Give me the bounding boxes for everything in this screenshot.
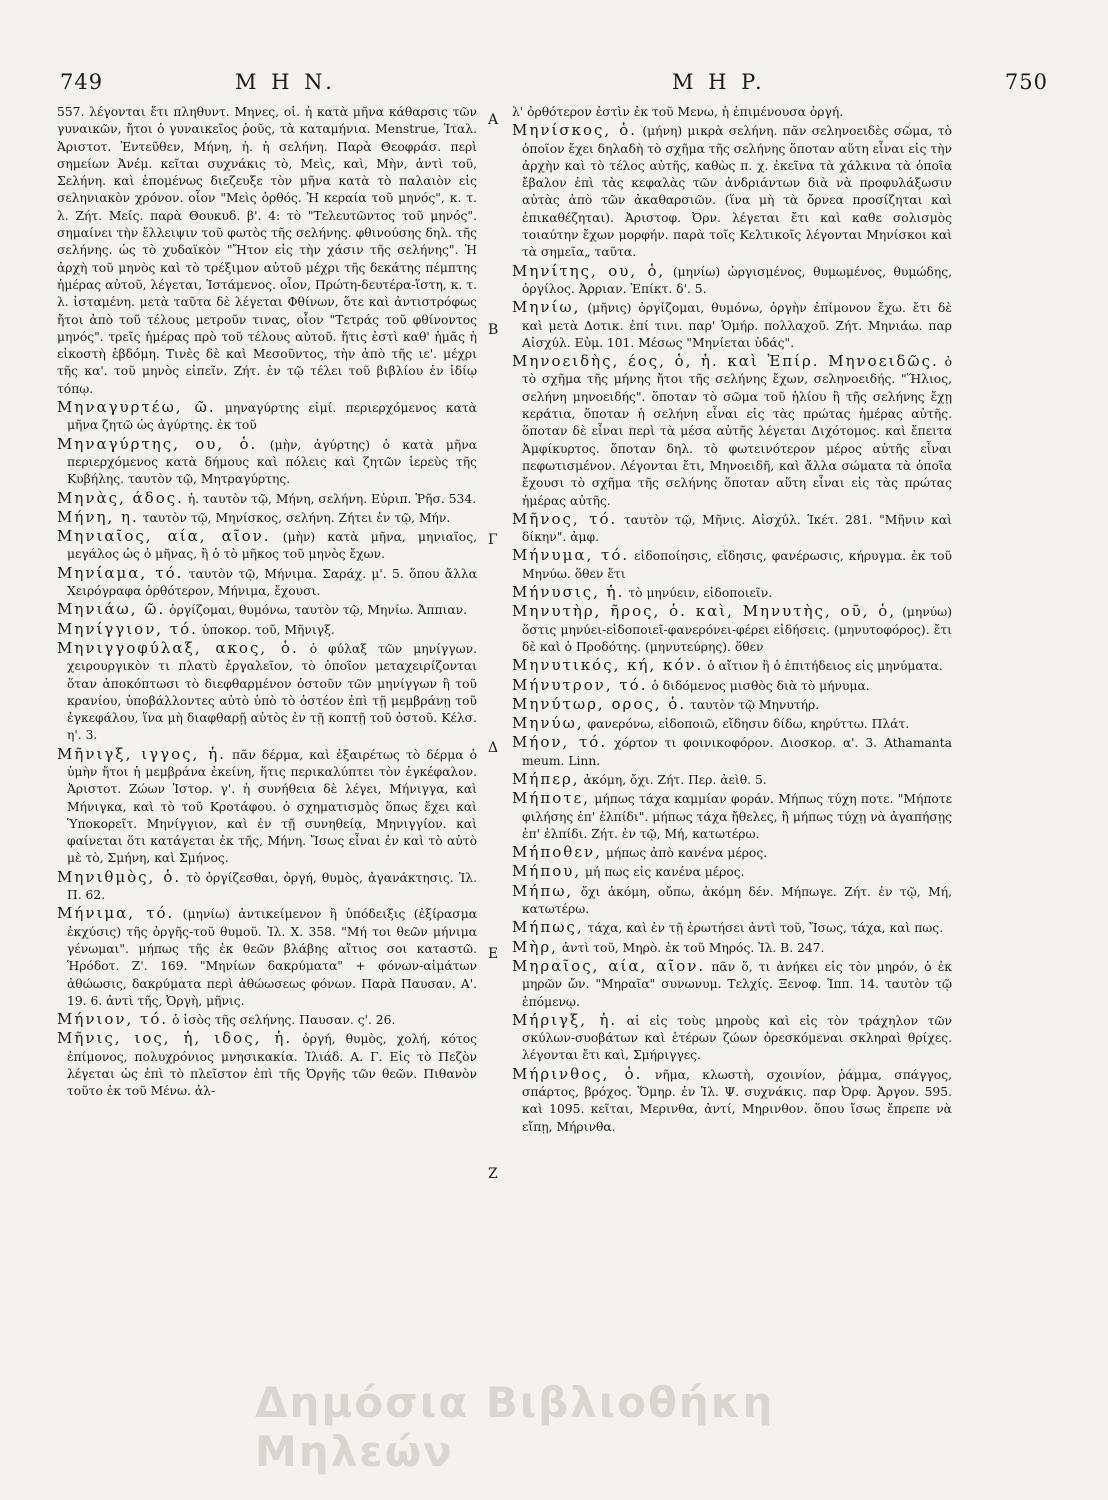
dictionary-entry [512, 263, 952, 299]
entry-text: ὁ αἴτιον ἢ ὁ ἐπιτήδειος εἰς μηνύματα. [707, 659, 943, 674]
section-letters [480, 104, 510, 1404]
dictionary-entry [512, 734, 952, 770]
dictionary-entry [512, 883, 952, 919]
entry-headword: Μηνίγγιον, τό. [57, 619, 198, 638]
entry-text: χόρτον τι φοινικοφόρον. Διοσκορ. α'. 3. Athamanta meum. Linn. [522, 736, 952, 768]
entry-text: μήπως τάχα καμμίαν φοράν. Μήπως τύχη ποτε. "Μήποτε φιλήσης ἐπ' ἐλπίδι". μήπως τάχα ἤθελες, ἢ μήπως τύχῃ νὰ ἀγαπήσῃς ἐπ' ἐλπίδι. Ζήτ. ἐν τῷ, Μή, κατωτέρω. [522, 792, 952, 841]
running-head-right: M H P. [672, 70, 766, 94]
entry-headword: Μηναγύρτης, ου, ὁ. [57, 434, 258, 453]
dictionary-entry [57, 621, 477, 639]
section-letter-z: Z [488, 1166, 498, 1182]
entry-text: ἀντὶ τοῦ, Μηρὸ. ἐκ τοῦ Μηρός. Ἰλ. Β. 247. [561, 940, 825, 955]
entry-text: ἀκόμη, ὄχι. Ζήτ. Περ. ἀεὶθ. 5. [583, 772, 767, 787]
dictionary-entry [57, 601, 477, 619]
dictionary-entry [57, 399, 477, 435]
entry-text: αἱ εἰς τοὺς μηροὺς καὶ εἰς τὸν τράχηλον τῶν σκύλων-συοβάτων καὶ ἑτέρων ζώων ὀρεσκόμεναι σκληραὶ θρίχες. λέγονται ἔτι καὶ, Σμήριγγες. [522, 1013, 952, 1063]
entry-text: ἡ. ταυτὸν τῷ, Μήνη, σελήνη. Εὐριπ. Ῥῆσ. 534. [187, 491, 477, 506]
entry-headword: Μηνιάω, ῶ. [57, 600, 166, 619]
entry-text: (μῆνις) ὀργίζομαι, θυμόνω, ὀργὴν ἐπίμονον ἔχω. ἔτι δὲ καὶ μετὰ Δοτικ. ἐπί τινι. παρ' Ὁμήρ. πολλαχοῦ. Ζήτ. Μηνιάω. παρ Αἰσχύλ. Εὐμ. 101. Μέσως "Μηνίεται ὑδάς". [522, 301, 952, 350]
section-letter-g: Γ [488, 532, 498, 548]
entry-headword: Μηνιγγοφύλαξ, ακος, ὁ. [57, 638, 299, 657]
entry-text: (μὴν) κατὰ μῆνα, μηνιαῖος, μεγάλος ὡς ὁ μῆνας, ἢ ὁ τὸ μῆκος τοῦ μηνὸς ἔχων. [67, 530, 477, 562]
dictionary-entry [512, 584, 952, 602]
entry-text: ταυτὸν τῷ, Μηνίσκος, σελήνη. Ζήτει ἐν τῷ, Μήν. [142, 510, 451, 525]
entry-text: τάχα, καὶ ἐν τῇ ἐρωτήσει ἀντὶ τοῦ, Ἴσως, τάχα, καὶ πως. [587, 921, 944, 936]
dictionary-entry [57, 905, 477, 1010]
dictionary-entry [512, 1012, 952, 1065]
dictionary-entry [57, 746, 477, 868]
dictionary-entry [57, 1011, 477, 1029]
entry-headword: Μηνιαῖος, αία, αῖον. [57, 527, 271, 546]
entry-headword: Μήρινθος, ὁ. [512, 1064, 643, 1083]
entry-text: πᾶν δέρμα, καὶ ἐξαιρέτως τὸ δέρμα ὁ ὑμὴν ἤτοι ἡ μεμβράνα ἐκείνη, ἥτις περικαλύπτει τὸν ἐγκέφαλον. Ἀριστοτ. Ζώων Ἱστορ. γ'. ἡ συνήθεια δὲ λέγει, Μήνιγγα, καὶ Μήνιγκα, καὶ τὸ τοῦ Κροτάφου. ὁ σχηματισμὸς ὅπως ἔχει καὶ Ὑποκορεῖτ. Μηνίγγιον, καὶ ἐν τῇ συνηθείᾳ, Μηνιγγίον. καὶ φαίνεται ὅτι κατάγεται ἐκ τῆς, Μήνη. Ἴσως εἶναι ἐν καὶ τὸ αὐτὸ μὲ τὸ, Σμήνη, καὶ Σμήνος. [67, 747, 477, 866]
dictionary-entry [57, 565, 477, 601]
section-letter-b: B [488, 322, 499, 338]
left-column [57, 104, 477, 1400]
dictionary-entry [512, 657, 952, 675]
dictionary-entry [512, 677, 952, 695]
entry-headword: Μῆνος, τό. [512, 509, 618, 528]
entry-headword: Μήνη, η. [57, 507, 139, 526]
entry-headword: Μήνιον, τό. [57, 1010, 169, 1029]
entry-headword: Μήπως, [512, 918, 584, 937]
dictionary-entry [512, 299, 952, 352]
entry-headword: Μηνυτὴρ, ῆρος, ὁ. καὶ, Μηνυτὴς, οῦ, ὁ, [512, 602, 897, 621]
dictionary-entry [512, 104, 952, 121]
entry-text: τὸ ὀργίζεσθαι, ὀργή, θυμὸς, ἀγανάκτησις. Ἰλ. Π. 62. [67, 870, 477, 903]
entry-headword: Μήον, τό. [512, 733, 608, 752]
dictionary-entry [512, 696, 952, 714]
dictionary-entry [512, 771, 952, 789]
entry-text: ταυτὸν τῷ, Μήνιμα. Σαράχ. μ'. 5. ὅπου ἄλλα Χειρόγραφα ὀρθότερον, Μήνιμα, ἔχουσι. [67, 566, 477, 599]
section-letter-e: E [488, 946, 499, 962]
entry-text: (μηνίω) ὠργισμένος, θυμωμένος, θυμώδης, ὀργίλος. Ἀρριαν. Ἐπίκτ. δ'. 5. [522, 264, 952, 296]
entry-headword: Μηναγυρτέω, ῶ. [57, 398, 216, 417]
entry-headword: Μήνυτρον, τό. [512, 675, 648, 694]
entry-headword: Μηνύω, [512, 714, 584, 733]
entry-text: μηναγύρτης εἰμί. περιερχόμενος κατὰ μῆνα ζητῶ ὡς ἀγύρτης. ἐκ τοῦ [67, 401, 477, 433]
dictionary-entry [512, 547, 952, 583]
entry-headword: Μήριγξ, ἡ. [512, 1010, 618, 1029]
right-column [512, 104, 952, 1400]
dictionary-entry [512, 511, 952, 547]
section-letter-a: A [488, 112, 499, 128]
entry-text: ταυτὸν τῷ Μηνυτήρ. [690, 697, 820, 712]
entry-headword: Μηραῖος, αία, αῖον. [512, 956, 706, 975]
entry-text: ὀργή, θυμὸς, χολή, κότος ἐπίμονος, πολυχρόνιος μνησικακία. Ἰλιάδ. Α. Γ. Εἰς τὸ Πεζὸν λέγεται ὡς ἐπὶ τὸ πλεῖστον ἐπὶ τῆς Ὀργῆς τῶν θεῶν. Πιθανὸν τοῦτο ἐκ τοῦ Μένω. ἀλ- [67, 1032, 477, 1099]
entry-headword: Μήνυσις, ἡ. [512, 583, 625, 602]
dictionary-entry [512, 1066, 952, 1136]
entry-headword: Μηνιθμὸς, ὁ. [57, 867, 182, 886]
entry-text: ὁ ἰσὸς τῆς σελήνης. Παυσαν. ς'. 26. [172, 1013, 396, 1028]
entry-text: (μηνύω) ὅστις μηνύει-εἰδοποιεῖ-φανερόνει-φέρει εἰδήσεις. (μηνυτοφόρος). ἔτι δὲ καὶ ὁ Προδότης. (μηνυτεύρης). ὅθεν [522, 605, 952, 654]
entry-headword: Μῆνιγξ, ιγγος, ἡ. [57, 744, 226, 763]
entry-headword: Μήνυμα, τό. [512, 546, 630, 565]
dictionary-entry [57, 509, 477, 527]
entry-headword: Μηνίσκος, ὁ. [512, 121, 638, 140]
dictionary-entry [57, 640, 477, 745]
entry-headword: Μήπω, [512, 881, 574, 900]
dictionary-entry [57, 1030, 477, 1100]
dictionary-entry [512, 603, 952, 656]
library-watermark: Δημόσια Βιβλιοθήκη Μηλεών [255, 1378, 775, 1476]
dictionary-entry [57, 869, 477, 905]
dictionary-entry [512, 715, 952, 733]
entry-text: ταυτὸν τῷ, Μῆνις. Αἰσχύλ. Ἱκέτ. 281. "Μῆνιν καὶ δίκην". ἀμφ. [522, 512, 952, 545]
dictionary-entry [512, 919, 952, 937]
dictionary-entry [512, 939, 952, 957]
entry-headword: Μηνίω, [512, 298, 581, 317]
entry-headword: Μηνίαμα, τό. [57, 563, 184, 582]
entry-text: εἰδοποίησις, εἴδησις, φανέρωσις, κήρυγμα. ἐκ τοῦ Μηνύω. ὅθεν ἔτι [522, 549, 952, 581]
entry-text: πᾶν ὅ, τι ἀνήκει εἰς τὸν μηρόν, ὁ ἐκ μηρῶν ὤν. "Μηραῖα" συνωνυμ. Τελχίς. Ξενοφ. Ἱππ. 14. ταυτὸν τῷ ἑπόμενῳ. [522, 959, 952, 1009]
dictionary-entry [57, 104, 477, 398]
page-number-left: 749 [60, 70, 104, 94]
entry-text: (μήνη) μικρὰ σελήνη. πᾶν σεληνοειδὲς σῶμα, τὸ ὁποῖον ἔχει δηλαδὴ τὸ σχῆμα τῆς σελήνης ὅποταν αὕτη εἶναι εἰς τὴν ἀρχὴν καὶ τὸ τέλος αὐτῆς, καθὼς π. χ. ἐκεῖνα τὰ χάλκινα τὰ ὁποῖα ἔβαλον ἐπὶ τὰς κεφαλὰς τῶν ἀνδριάντων διὰ νὰ προφυλάξωσιν αὐτὰς ἀπὸ τῶν ἀκαθαρσιῶν. (ἵνα μὴ τὰ ὄρνεα προσίζηται καὶ ἐπικαθέζηται). Ἀριστοφ. Ὀρν. λέγεται ἔτι καὶ καθε σολισμὸς τοιαύτην ἔχων μορφήν. παρὰ τοῖς Κελτικοῖς λέγονται Μηνίσκοι καὶ τὰ σημεῖα„ ταῦτα. [522, 124, 952, 260]
entry-text: ὁ διδόμενος μισθὸς διὰ τὸ μήνυμα. [651, 678, 870, 693]
dictionary-entry [512, 844, 952, 862]
entry-headword: Μήπερ, [512, 769, 580, 788]
page-number-right: 750 [1004, 70, 1048, 94]
entry-text: (μηνίω) ἀντικείμενον ἢ ὑπόδειξις (ἐξίρασμα ἐκχύσις) τῆς ὀργῆς-τοῦ θυμοῦ. Ἰλ. Χ. 358. "Μή τοι θεῶν μήνιμα γένωμαι". μήπως τῆς ἐκ θεῶν βλάβης αἴτιος σοι καταστῶ. Ἡρόδοτ. Ζ'. 169. "Μηνίων δακρύματα" + φόνων-αἱμάτων ἀθώωσις, δακρύματα περὶ ἀθώωσεως φόνων. Παρὰ Παυσαν. Α'. 19. 6. ἀντὶ τῆς, Ὀργὴ, μῆνις. [67, 907, 477, 1008]
dictionary-entry [512, 958, 952, 1011]
entry-text: ὁ φύλαξ τῶν μηνίγγων. χειρουργικὸν τι πλατὺ ἐργαλεῖον, τὸ ὁποῖον μεταχειρίζονται ὅταν ἀποκόπτωσι τὸ διεφθαρμένον ὀστοῦν τῶν μηνίγγων ἢ τοῦ κρανίου, ὑποβάλλοντες αὐτὸ ὑπὸ τὸ ὀστέον ἐπὶ τῇ μεμβράνῃ τοῦ ἐγκεφάλου, ἵνα μὴ διαφθαρῇ αὐτὸς ἐν τῇ κοπτῇ τοῦ ὀστοῦ. Κέλσ. η'. 3. [67, 641, 477, 743]
entry-text: (μὴν, ἀγύρτης) ὁ κατὰ μῆνα περιερχόμενος κατὰ δήμους καὶ πόλεις καὶ ζητῶν ἱερεὺς τῆς Κυβήλης. ταυτὸν τῷ, Μητραγύρτης. [67, 437, 477, 487]
dictionary-entry [512, 122, 952, 261]
running-head-left: M H N. [235, 70, 336, 94]
dictionary-entry [512, 353, 952, 510]
entry-text: ὀργίζομαι, θυμόνω, ταυτὸν τῷ, Μηνίω. Ἀππιαν. [169, 603, 468, 618]
entry-headword: Μηνύτωρ, ορος, ὁ. [512, 694, 687, 713]
entry-headword: Μῆνις, ιος, ἡ, ιδος, ἡ. [57, 1029, 293, 1048]
dictionary-entry [57, 528, 477, 564]
entry-text: λ' ὀρθότερον ἐστὶν ἐκ τοῦ Μενω, ἡ ἐπιμένουσα ὀργή. [512, 105, 844, 119]
entry-text: νῆμα, κλωστὴ, σχοινίον, ῥάμμα, σπάγγος, σπάρτος, βρόχος. Ὅμηρ. ἐν Ἰλ. Ψ. συχνάκις. παρ Ὀρφ. Ἀργον. 595. καὶ 1095. κεῖται, Μερινθα, ἀντί, Μηρινθον. ὅπου ἴσως ἔπρεπε νὰ εἴπῃ, Μήρινθα. [522, 1067, 952, 1134]
dictionary-entry [57, 436, 477, 489]
dictionary-entry [57, 490, 477, 508]
entry-headword: Μήπου, [512, 862, 582, 881]
entry-headword: Μήνιμα, τό. [57, 904, 175, 923]
section-letter-d: Δ [488, 740, 499, 756]
dictionary-entry [512, 790, 952, 843]
entry-headword: Μηνοειδὴς, έος, ὁ, ἡ. καὶ Ἐπίρ. Μηνοειδῶς. [512, 352, 939, 371]
entry-text: μή πως εἰς κανένα μέρος. [585, 865, 745, 880]
entry-headword: Μηνὰς, άδος. [57, 488, 184, 507]
entry-headword: Μηνυτικός, κή, κόν. [512, 656, 704, 675]
entry-text: τὸ μηνύειν, εἰδοποιεῖν. [628, 586, 773, 601]
entry-headword: Μήποθεν, [512, 843, 602, 862]
entry-text: ὁ τὸ σχῆμα τῆς μήνης ἤτοι τῆς σελήνης ἔχων, σεληνοειδής. "Ἥλιος, σελήνη μηνοειδής". ὅποταν τὸ σῶμα τοῦ ἡλίου ἢ τῆς σελήνης ἔχῃ κεράτια, ὅποταν ἡ σελήνη εἶναι εἰς τὰς πρώτας ἡμέρας αὐτῆς. ὅποταν δὲ εἶναι περὶ τὰ μέσα αὐτῆς λέγεται Διχότομος. καὶ ἔπειτα Ἀμφίκυρτος. ὅποταν δηλ. τὸ φωτεινότερον μέρος αὐτῆς εἶναι πεφωτισμένον. Λέγονται ἔτι, Μηνοειδῆ, καὶ ἄλλα σώματα τὰ ὁποῖα ἔχουσι τὸ σχῆμα τῆς σελήνης ὅποταν αὕτη εἶναι εἰς τὰς πρώτας ἡμέρας αὐτῆς. [522, 355, 952, 508]
entry-text: ὄχι ἀκόμη, οὔπω, ἀκόμη δέν. Μήπωγε. Ζήτ. ἐν τῷ, Μή, κατωτέρω. [522, 884, 952, 917]
entry-text: ὑποκορ. τοῦ, Μῆνιγξ. [201, 622, 335, 637]
page-header [60, 70, 1048, 100]
entry-text: μήπως ἀπὸ κανένα μέρος. [605, 846, 768, 861]
entry-headword: Μήποτε, [512, 789, 591, 808]
entry-headword: Μηνίτης, ου, ὁ, [512, 261, 666, 280]
dictionary-entry [512, 863, 952, 881]
entry-text: φανερόνω, εἰδοποιῶ, εἴδησιν δίδω, κηρύττω. Πλάτ. [587, 717, 910, 732]
entry-text: 557. λέγονται ἔτι πληθυντ. Μηνες, οἱ. ἡ κατὰ μῆνα κάθαρσις τῶν γυναικῶν, ἤτοι ὁ γυναικεῖος ῥοῦς, τὰ καταμήνια. Menstrue, Ἰταλ. Ἀριστοτ. Ἐντεῦθεν, Μήνη, ἡ. ἡ σελήνη. Παρὰ Θεοφράσ. περὶ σημείων Ἀνέμ. κεῖται συχνάκις τὸ, Μεὶς, καὶ, Μὴν, ἀντὶ τοῦ, Σελήνη. καὶ ἑπομένως διεζευξε τὸν μῆνα κατὰ τὸ παλαιὸν εἰς σεληνιακὸν χρόνον. οἷον "Μεὶς ὀρθός. Ἡ κεραία τοῦ μηνός", κ. τ. λ. Ζήτ. Μείς. παρὰ Θουκυδ. β'. 4: τὸ "Τελευτῶντος τοῦ μηνός". σημαίνει τὴν ἔλλειψιν τοῦ φωτὸς τῆς σελήνης. φθινούσης δηλ. τῆς σελήνης. ὡς τὸ χυδαϊκὸν "Ἤτον εἰς τὴν χάσιν τῆς σελήνης". Ἡ ἀρχὴ τοῦ μηνὸς καὶ τὸ τρέξιμον αὐτοῦ μέχρι τῆς δεκάτης πέμπτης ἡμέρας αὐτοῦ, λέγεται, Ἱστάμενος. οἷον, Πρώτη-δευτέρα-ἵστη, κ. τ. λ. ἱσταμένη. μετὰ ταῦτα δὲ λέγεται Φθίνων, ὅτε καὶ ἀντιστρόφως ἤτοι ἀπὸ τοῦ τέλους μετροῦν τινας, οἷον "Τετράς τοῦ φθίνοντος μηνός". τρεῖς ἡμέρας πρὸ τοῦ τέλους αὐτοῦ. ἥτις ἐστὶ καθ' ἡμᾶς ἡ εἰκοστὴ ἑβδόμη. Τινὲς δὲ καὶ Μεσοῦντος, τὴν ἀπὸ τῆς ιε'. μέχρι τῆς κα'. τοῦ μηνὸς εἰπεῖν. Ζήτ. ἐν τῷ τέλει τοῦ βιβλίου ἐν ἰδίῳ τόπῳ. [57, 105, 477, 396]
entry-headword: Μὴρ, [512, 937, 558, 956]
